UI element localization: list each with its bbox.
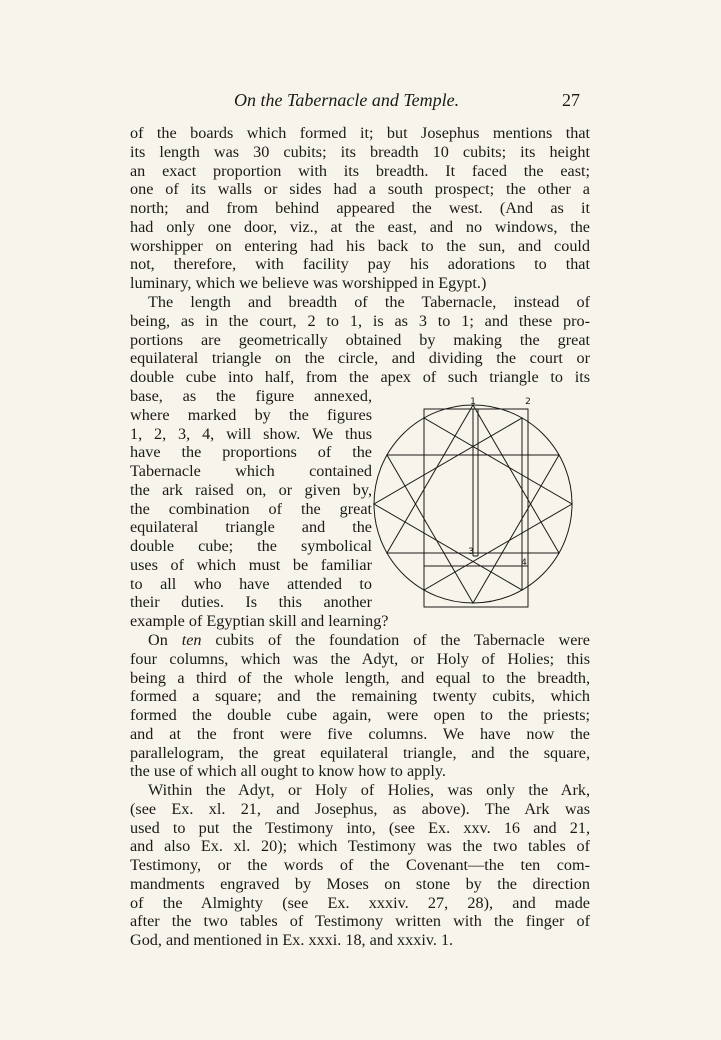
page-number: 27 bbox=[562, 90, 580, 110]
text-line: mandments engraved by Moses on stone by the direction bbox=[130, 874, 590, 893]
text-line: Within the Adyt, or Holy of Holies, was only the Ark, bbox=[148, 781, 590, 799]
text-line: being, as in the court, 2 to 1, is as 3 to 1; and these pro- bbox=[130, 311, 590, 330]
geometric-figure bbox=[370, 396, 592, 618]
text-line: its length was 30 cubits; its breadth 10 cubits; its height bbox=[130, 142, 590, 161]
running-title: On the Tabernacle and Temple. bbox=[234, 90, 460, 110]
paragraph-3 bbox=[130, 631, 590, 781]
text-line: equilateral triangle and the bbox=[130, 518, 372, 537]
text-line: the use of which all ought to know how to apply. bbox=[130, 762, 446, 781]
text-line: one of its walls or sides had a south prospect; the other a bbox=[130, 180, 590, 199]
text-line: formed the double cube again, were open to the priests; bbox=[130, 706, 590, 724]
paragraph-2 bbox=[130, 293, 590, 387]
text-fragment: cubits of the foundation of the Tabernacle were bbox=[201, 631, 590, 649]
figure-svg bbox=[370, 396, 592, 618]
text-line: four columns, which was the Adyt, or Holy of Holies; this bbox=[130, 649, 590, 668]
text-line: portions are geometrically obtained by making the great bbox=[130, 330, 590, 349]
text-line: used to put the Testimony into, (see Ex. xxv. 16 and 21, bbox=[130, 818, 590, 837]
figure-label-3: 3 bbox=[468, 547, 474, 557]
text-fragment: On bbox=[148, 631, 182, 649]
page-header bbox=[0, 90, 721, 114]
text-line: and also Ex. xl. 20); which Testimony was the two tables of bbox=[130, 837, 590, 856]
text-line: the ark raised on, or given by, bbox=[130, 480, 372, 499]
figure-triangle-right bbox=[424, 418, 572, 590]
text-line: formed a square; and the remaining twenty cubits, which bbox=[130, 687, 590, 706]
figure-label-4: 4 bbox=[521, 558, 527, 568]
text-line: of the Almighty (see Ex. xxxiv. 27, 28), and made bbox=[130, 893, 590, 912]
text-line: and at the front were five columns. We have now the bbox=[130, 724, 590, 743]
text-line bbox=[130, 631, 590, 650]
text-line: north; and from behind appeared the west. (And as it bbox=[130, 199, 590, 217]
text-line: base, as the figure annexed, bbox=[130, 387, 372, 405]
text-line: not, therefore, with facility pay his adorations to that bbox=[130, 255, 590, 274]
text-line: example of Egyptian skill and learning? bbox=[130, 612, 389, 630]
text-line: Tabernacle which contained bbox=[130, 462, 372, 480]
text-line: worshipper on entering had his back to the sun, and could bbox=[130, 236, 590, 255]
paragraph-4 bbox=[130, 781, 590, 950]
text-line: after the two tables of Testimony written with the finger of bbox=[130, 912, 590, 931]
text-line: parallelogram, the great equilateral triangle, and the square, bbox=[130, 743, 590, 762]
text-line: The length and breadth of the Tabernacle, instead of bbox=[148, 293, 590, 311]
text-line: being a third of the whole length, and equal to the breadth, bbox=[130, 668, 590, 687]
text-line: (see Ex. xl. 21, and Josephus, as above). The Ark was bbox=[130, 799, 590, 818]
paragraph-1 bbox=[130, 124, 590, 293]
text-line: to all who have attended to bbox=[130, 574, 372, 593]
figure-label-1: 1 bbox=[470, 397, 476, 407]
text-line: equilateral triangle on the circle, and dividing the court or bbox=[130, 349, 590, 368]
text-line: Testimony, or the words of the Covenant—the ten com- bbox=[130, 856, 590, 874]
paragraph-2-end bbox=[130, 612, 590, 631]
emphasis-ten: ten bbox=[181, 631, 202, 649]
text-line: the combination of the great bbox=[130, 499, 372, 518]
text-line: 1, 2, 3, 4, will show. We thus bbox=[130, 424, 372, 443]
text-line: of the boards which formed it; but Josephus mentions that bbox=[130, 124, 590, 142]
text-line: God, and mentioned in Ex. xxxi. 18, and xxxiv. 1. bbox=[130, 931, 454, 949]
text-line: had only one door, viz., at the east, and no windows, the bbox=[130, 217, 590, 236]
text-line: their duties. Is this another bbox=[130, 593, 372, 612]
text-line: double cube into half, from the apex of such triangle to its bbox=[130, 368, 590, 386]
text-line: where marked by the figures bbox=[130, 405, 372, 424]
figure-triangle-left bbox=[374, 418, 522, 590]
text-line: have the proportions of the bbox=[130, 443, 372, 462]
text-line: luminary, which we believe was worshipped in Egypt.) bbox=[130, 274, 487, 292]
figure-double-cube bbox=[424, 409, 528, 607]
text-line: uses of which must be familiar bbox=[130, 555, 372, 574]
text-line: double cube; the symbolical bbox=[130, 537, 372, 555]
paragraph-2-wrap bbox=[130, 387, 372, 612]
figure-label-2: 2 bbox=[525, 397, 531, 407]
text-line: an exact proportion with its breadth. It faced the east; bbox=[130, 161, 590, 180]
